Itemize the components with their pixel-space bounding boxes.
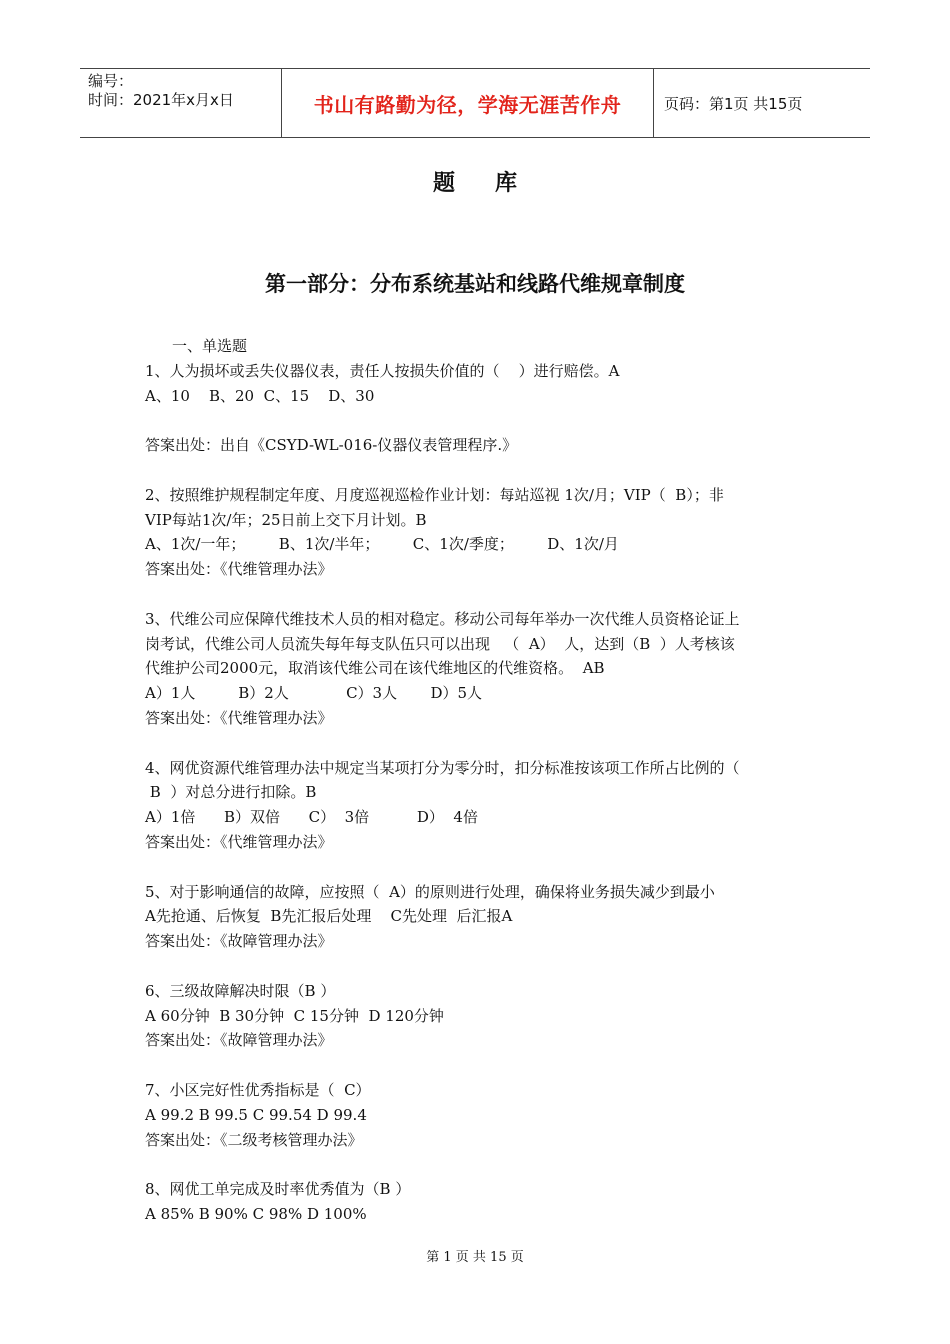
section-title: 第一部分：分布系统基站和线路代维规章制度	[265, 272, 685, 296]
header-table	[80, 68, 870, 138]
content-line: A、10 B、20 C、15 D、30	[145, 386, 375, 405]
header-page-info: 页码：第1页 共15页	[664, 94, 803, 113]
content-line: 答案出处：《故障管理办法》	[145, 1031, 333, 1050]
content-line: 答案出处：《代维管理办法》	[145, 832, 333, 851]
content-line: 答案出处：出自《CSYD-WL-016-仪器仪表管理程序.》	[145, 436, 518, 455]
header-meta-cell	[80, 69, 282, 137]
content-line: 5、对于影响通信的故障，应按照（ A）的原则进行处理，确保将业务损失减少到最小	[145, 882, 715, 901]
content-line: A）1人 B）2人 C）3人 D）5人	[145, 684, 483, 703]
page-footer: 第 1 页 共 15 页	[426, 1250, 524, 1265]
page-title: 题库	[432, 171, 557, 196]
content-line: 8、网优工单完成及时率优秀值为（B ）	[145, 1180, 411, 1199]
document-time-label: 时间：2021年x月x日	[88, 91, 234, 109]
content-line: A先抢通、后恢复 B先汇报后处理 C先处理 后汇报A	[145, 907, 513, 926]
blank-line	[145, 1152, 810, 1177]
blank-line	[145, 855, 810, 880]
content-line: 代维护公司2000元，取消该代维公司在该代维地区的代维资格。 AB	[145, 659, 605, 678]
content-line: A 60分钟 B 30分钟 C 15分钟 D 120分钟	[145, 1006, 444, 1025]
blank-line	[145, 954, 810, 979]
content-line: A、1次/一年； B、1次/半年； C、1次/季度； D、1次/月	[145, 535, 619, 554]
content-line: VIP每站1次/年；25日前上交下月计划。B	[145, 510, 427, 529]
content-line: 答案出处：《代维管理办法》	[145, 560, 333, 579]
content-line: A 85% B 90% C 98% D 100%	[145, 1204, 367, 1223]
content-line: 2、按照维护规程制定年度、月度巡视巡检作业计划：每站巡视 1次/月；VIP（ B）；非	[145, 485, 724, 504]
document-number-label: 编号：	[88, 72, 134, 90]
content-line: B ）对总分进行扣除。B	[145, 783, 317, 802]
content-line: A）1倍 B）双倍 C） 3倍 D） 4倍	[145, 808, 478, 827]
blank-line	[145, 1053, 810, 1078]
content-line: 6、三级故障解决时限（B ）	[145, 981, 336, 1000]
content-line: 3、代维公司应保障代维技术人员的相对稳定。移动公司每年举办一次代维人员资格论证上	[145, 609, 740, 628]
blank-line	[145, 731, 810, 756]
header-motto: 书山有路勤为径，学海无涯苦作舟	[282, 69, 654, 137]
content-line: 答案出处：《代维管理办法》	[145, 708, 333, 727]
content-line: 答案出处：《故障管理办法》	[145, 932, 333, 951]
blank-line	[145, 408, 810, 433]
content-line: 4、网优资源代维管理办法中规定当某项打分为零分时，扣分标准按该项工作所占比例的（	[145, 758, 740, 777]
blank-line	[145, 458, 810, 483]
content-line: 1、人为损坏或丢失仪器仪表，责任人按损失价值的（ ）进行赔偿。A	[145, 361, 620, 380]
content-line: 岗考试，代维公司人员流失每年每支队伍只可以出现 （ A） 人，达到（B ）人考核该	[145, 634, 735, 653]
content-line: 答案出处：《二级考核管理办法》	[145, 1130, 363, 1149]
question-type-heading: 一、单选题	[172, 337, 248, 355]
blank-line	[145, 582, 810, 607]
content-line: A 99.2 B 99.5 C 99.54 D 99.4	[145, 1105, 367, 1124]
question-content	[145, 334, 810, 1227]
question-lines	[145, 359, 810, 1227]
content-line: 7、小区完好性优秀指标是（ C）	[145, 1080, 371, 1099]
